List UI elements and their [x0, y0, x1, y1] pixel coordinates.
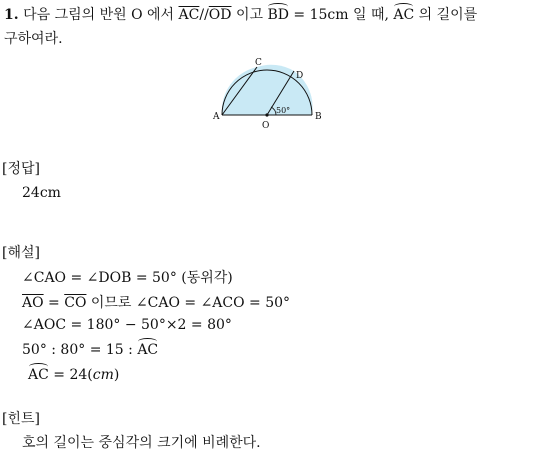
- hint-header: [힌트]: [2, 411, 40, 427]
- result-close: ): [113, 367, 120, 383]
- equals-sign: =: [43, 295, 65, 311]
- result-unit: cm: [92, 367, 114, 383]
- answer-value: 24cm: [22, 185, 61, 201]
- explanation-line-1: ∠CAO = ∠DOB = 50° (동위각): [22, 270, 233, 286]
- segment-ao: $\overline{AO}$: [22, 295, 44, 311]
- hint-text: 호의 길이는 중심각의 크기에 비례한다.: [22, 435, 261, 451]
- center-point: [265, 113, 268, 116]
- result-eq: = 24(: [48, 367, 93, 383]
- problem-text-c: = 15cm 일 때,: [288, 7, 394, 23]
- parallel-symbol: //: [199, 7, 209, 23]
- arc-bd: BD: [267, 7, 289, 23]
- arc-ac-ratio: AC: [137, 342, 159, 358]
- segment-ac: $\overline{AC}$: [178, 7, 200, 23]
- problem-text-d: 의 길이를: [414, 7, 478, 23]
- problem-number: 1.: [4, 7, 19, 23]
- explanation-line-3: ∠AOC = 180° − 50°×2 = 80°: [22, 317, 232, 333]
- problem-text-a: 다음 그림의 반원 O 에서: [23, 7, 179, 23]
- label-c: C: [255, 58, 262, 68]
- segment-od: $\overline{OD}$: [208, 7, 232, 23]
- label-a: A: [213, 112, 220, 122]
- ratio-text: 50° : 80° = 15 :: [22, 342, 138, 358]
- arc-ac: AC: [393, 7, 415, 23]
- problem-text-b: 이고: [231, 7, 268, 23]
- explanation-line-5: [28, 367, 119, 383]
- problem-line-2: 구하여라.: [4, 31, 63, 47]
- label-o: O: [262, 121, 270, 130]
- explanation-line-2: [22, 292, 290, 312]
- label-b: B: [315, 112, 322, 122]
- explanation-line-4: [22, 342, 158, 358]
- answer-header: [정답]: [2, 161, 40, 177]
- explanation-header: [해설]: [2, 245, 40, 261]
- label-d: D: [296, 71, 304, 81]
- problem-line-1: [4, 4, 477, 24]
- semicircle-figure: [205, 58, 330, 130]
- explanation-line-2-rest: 이므로 ∠CAO = ∠ACO = 50°: [86, 295, 291, 311]
- segment-co: $\overline{CO}$: [64, 295, 87, 311]
- arc-ac-result: AC: [28, 367, 49, 383]
- angle-label: 50°: [276, 106, 291, 115]
